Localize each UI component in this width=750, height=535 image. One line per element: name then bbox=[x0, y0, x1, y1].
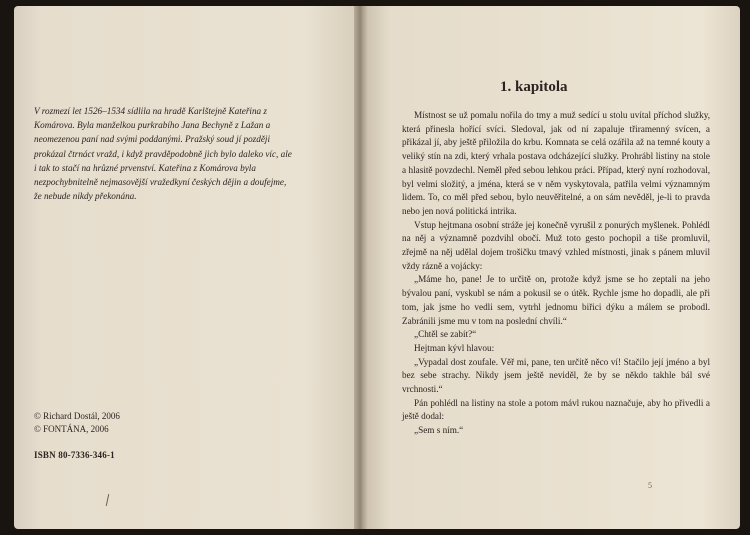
isbn: ISBN 80-7336-346-1 bbox=[34, 450, 115, 460]
page-number: 5 bbox=[648, 481, 652, 490]
paragraph: Vstup hejtmana osobní stráže jej konečně vyrušil z ponurých myšlenek. Pohlédl na něj a významně pozdvihl obočí. Muž toto gesto pochopil a tiše promluvil, zřejmě na něj udělal dojem trošičku tmavý vzhled místnosti, jinak s pánem mluvil vždy rázně a vojácky: bbox=[402, 219, 710, 271]
paragraph: Hejtman kývl hlavou: bbox=[414, 342, 495, 353]
copyright-block bbox=[34, 410, 120, 462]
book-spine-gutter bbox=[354, 6, 368, 529]
paragraph: Místnost se už pomalu nořila do tmy a muž sedící u stolu uvítal příchod služky, která přinesla hořící svíci. Sledoval, jak od ní zapaluje třiramenný svícen, a přikázal jí, aby ještě přiložila do krbu. Komnata se celá ozářila až na temné kouty a veliký stín na zdi, který vrhala postava odcházející služky. Prohrábl listiny na stole a hlasitě povzdechl. Neměl před sebou lehkou práci. Případ, který nyní rozhodoval, byl velmi složitý, a jména, která se v něm vyskytovala, patřila velmi významným lidem. To, co měl před sebou, bylo neuvěřitelné, a on sám nevěděl, je-li to pravda nebo jen nová politická intrika. bbox=[402, 110, 710, 216]
right-page bbox=[368, 6, 740, 529]
paragraph: „Sem s ním.“ bbox=[414, 425, 464, 436]
paragraph: „Vypadal dost zoufale. Věř mi, pane, ten určitě něco ví! Stačilo její jméno a byl bez sebe strachy. Nikdy jsem ještě neviděl, že by se někdo takhle bál své vrchnosti.“ bbox=[402, 356, 710, 395]
paragraph: „Chtěl se zabít?“ bbox=[414, 329, 477, 340]
left-page bbox=[14, 6, 358, 529]
paragraph: „Máme ho, pane! Je to určitě on, protože když jsme se ho zeptali na jeho bývalou paní, vyskubl se nám a pokusil se o útěk. Rychle jsme ho dopadli, ale při tom, jak jsme ho vedli sem, vytrhl jednomu biřici dýku a málem se probodl. Zabránili jsme mu v tom na poslední chvíli.“ bbox=[402, 274, 710, 326]
copyright-author: © Richard Dostál, 2006 bbox=[34, 411, 120, 421]
chapter-body bbox=[402, 109, 710, 438]
paragraph: Pán pohlédl na listiny na stole a potom mávl rukou naznačuje, aby ho přivedli a ještě dodal: bbox=[402, 397, 710, 422]
copyright-publisher: © FONTÁNA, 2006 bbox=[34, 424, 109, 434]
pencil-mark bbox=[106, 494, 109, 506]
intro-text bbox=[34, 104, 296, 203]
intro-paragraph: V rozmezí let 1526–1534 sídlila na hradě Karlštejně Kateřina z Komárova. Byla manželkou purkrabího Jana Bechyně z Lažan a neomezenou paní nad svými poddanými. Pražský soud jí později prokázal čtrnáct vražd, i když pravděpodobně jich bylo daleko víc, ale i tak to stačí na hrůzné prvenství. Kateřina z Komárova byla nezpochybnitelně nejmasovější vražedkyní českých dějin a doufejme, že nebude nikdy překonána. bbox=[34, 106, 292, 202]
chapter-title: 1. kapitola bbox=[500, 79, 568, 95]
